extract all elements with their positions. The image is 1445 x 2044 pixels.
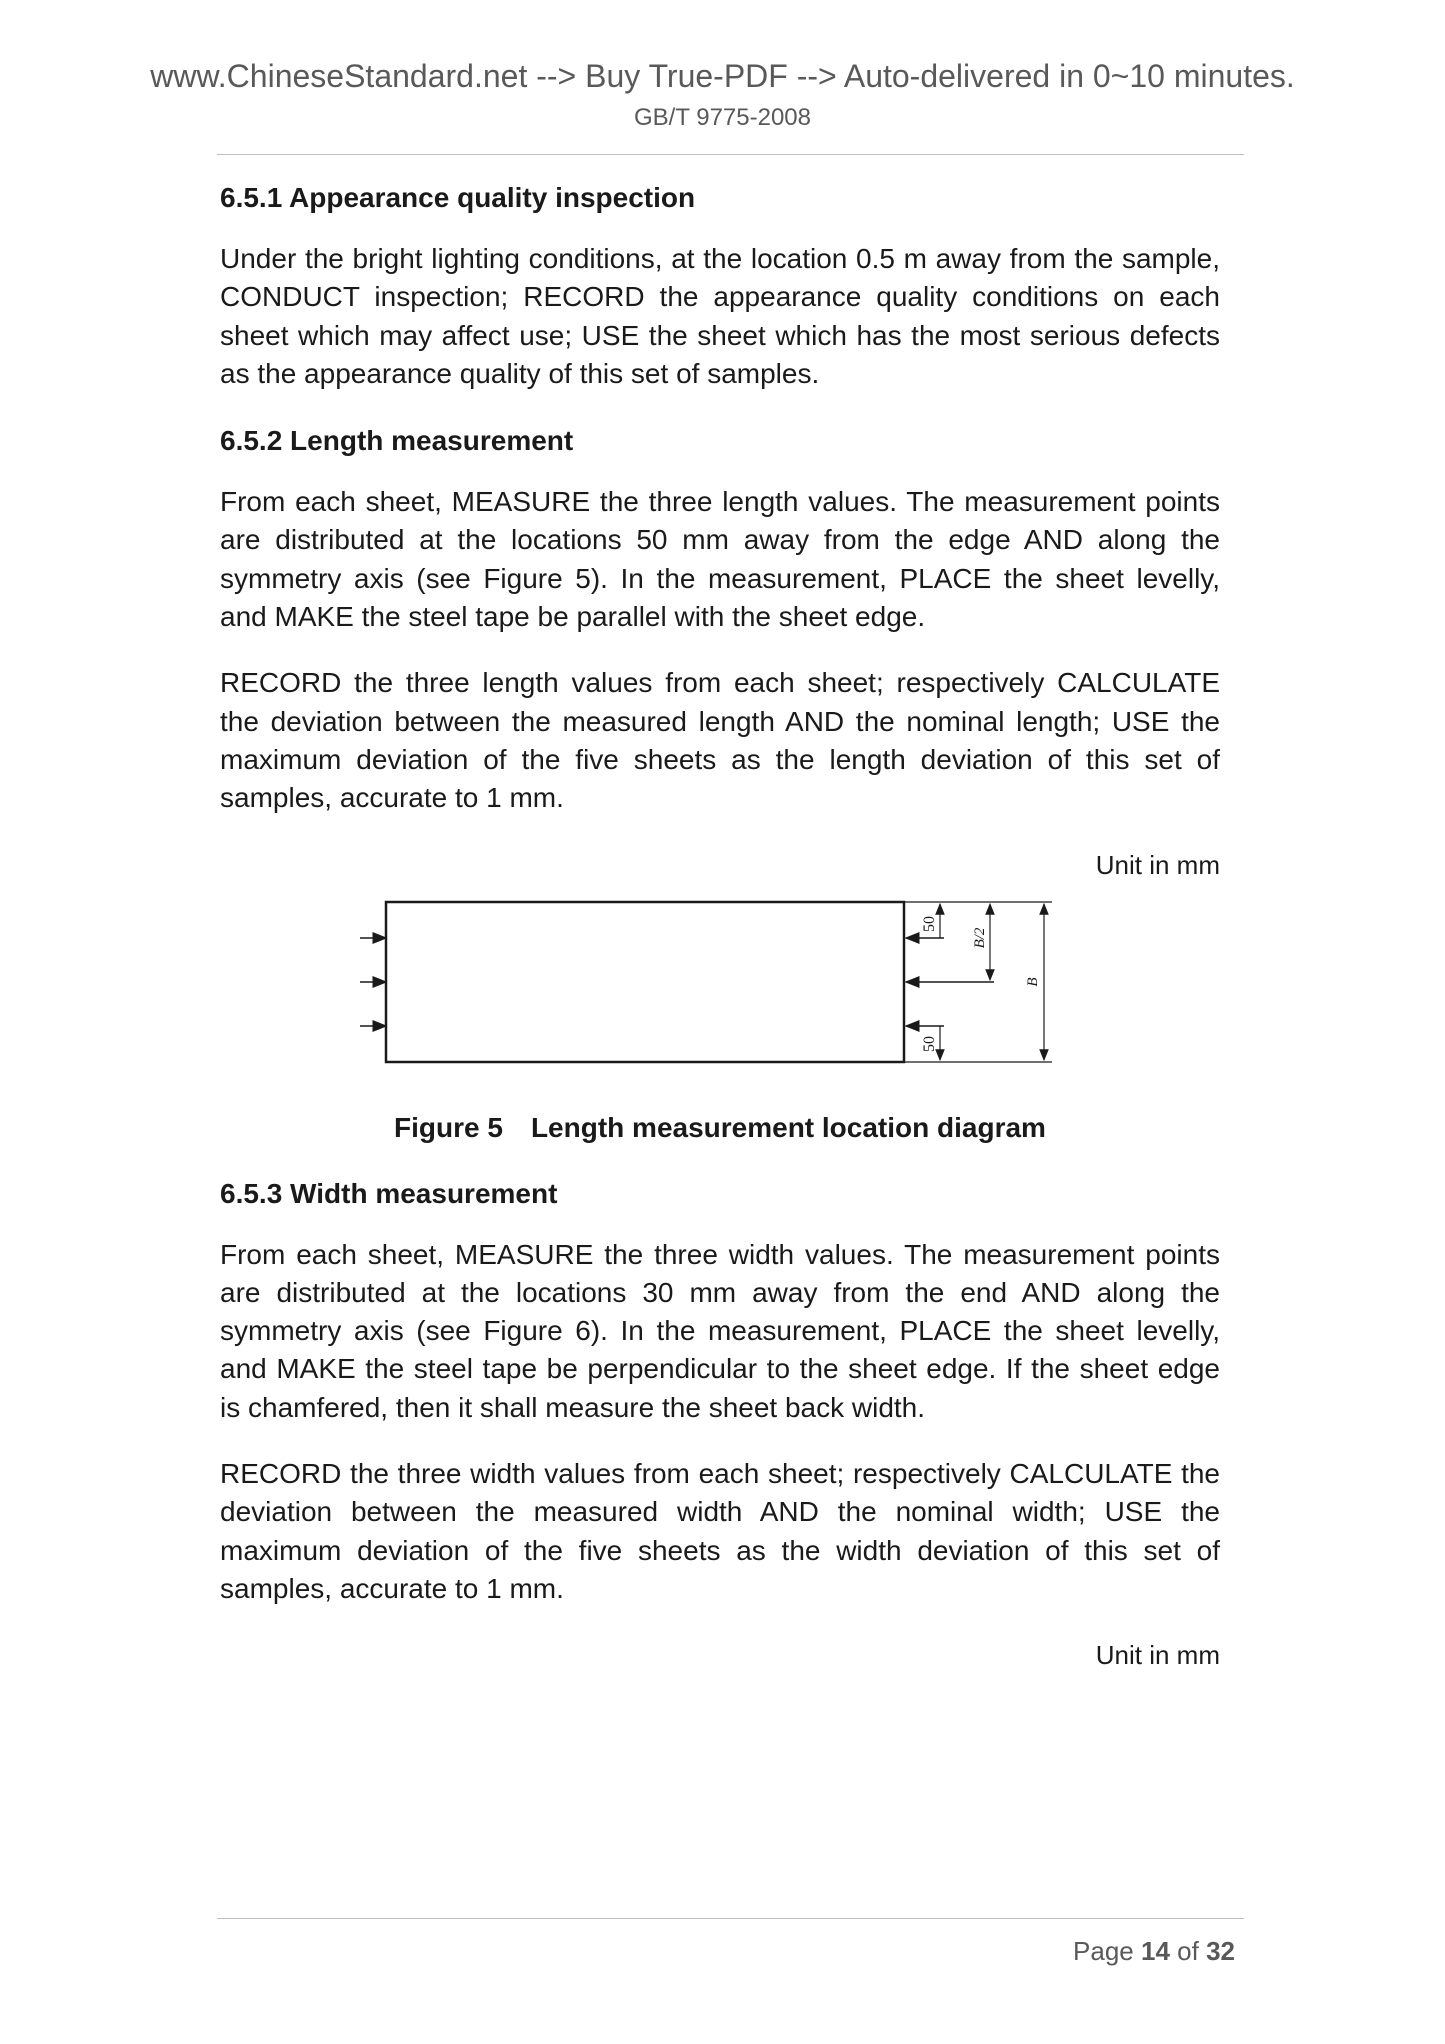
dim-full-label: B — [1025, 976, 1041, 987]
dim-half-label: B/2 — [972, 927, 988, 948]
figure-5-caption — [220, 1108, 1220, 1148]
header-site-banner: www.ChineseStandard.net --> Buy True-PDF --> Auto-delivered in 0~10 minutes. — [150, 58, 1295, 94]
paragraph-6-5-2-b: RECORD the three length values from each sheet; respectively CALCULATE the deviation between the measured length AND the nominal length; USE the maximum deviation of the five sheets as the length deviation of this set of samples, accurate to 1 mm. — [220, 667, 1220, 814]
figure-5-svg — [354, 896, 1054, 1086]
paragraph-6-5-1: Under the bright lighting conditions, at the location 0.5 m away from the sample, CONDUCT inspection; RECORD the appearance quality conditions on each sheet which may affect use; USE the sheet which has the most serious defects as the appearance quality of this set of samples. — [220, 243, 1220, 389]
figure-5-number: Figure 5 — [394, 1111, 503, 1143]
heading-6-5-2: 6.5.2 Length measurement — [220, 425, 574, 457]
of-word: of — [1177, 1936, 1199, 1966]
paragraph-6-5-2-a: From each sheet, MEASURE the three length values. The measurement points are distributed at the locations 50 mm away from the edge AND along the symmetry axis (see Figure 5). In the measurement, PLACE the sheet levelly, and MAKE the steel tape be parallel with the sheet edge. — [220, 486, 1220, 633]
page-number — [1073, 1936, 1235, 1967]
unit-note-figure5: Unit in mm — [1095, 849, 1220, 880]
heading-6-5-1: 6.5.1 Appearance quality inspection — [220, 182, 696, 213]
page-content — [220, 178, 1220, 1674]
figure-5-diagram — [220, 896, 1220, 1086]
heading-6-5-3: 6.5.3 Width measurement — [220, 1177, 558, 1209]
header-standard-code: GB/T 9775-2008 — [633, 104, 811, 131]
page-current: 14 — [1141, 1936, 1170, 1966]
sheet-rectangle — [386, 902, 904, 1062]
page-word: Page — [1073, 1936, 1134, 1966]
dim-50-top-label: 50 — [921, 915, 938, 932]
footer-divider — [217, 1918, 1244, 1919]
header-divider — [217, 154, 1244, 155]
page-total: 32 — [1206, 1936, 1235, 1966]
figure-5-title: Length measurement location diagram — [530, 1111, 1046, 1143]
dim-50-bottom-label: 50 — [921, 1035, 938, 1052]
unit-note-figure6: Unit in mm — [1095, 1640, 1220, 1671]
paragraph-6-5-3-b: RECORD the three width values from each sheet; respectively CALCULATE the deviation between the measured width AND the nominal width; USE the maximum deviation of the five sheets as the width deviation of this set of samples, accurate to 1 mm. — [220, 1458, 1220, 1604]
paragraph-6-5-3-a: From each sheet, MEASURE the three width values. The measurement points are distributed at the locations 30 mm away from the end AND along the symmetry axis (see Figure 6). In the measurement, PLACE the sheet levelly, and MAKE the steel tape be perpendicular to the sheet edge. If the sheet edge is chamfered, then it shall measure the sheet back width. — [220, 1238, 1220, 1423]
